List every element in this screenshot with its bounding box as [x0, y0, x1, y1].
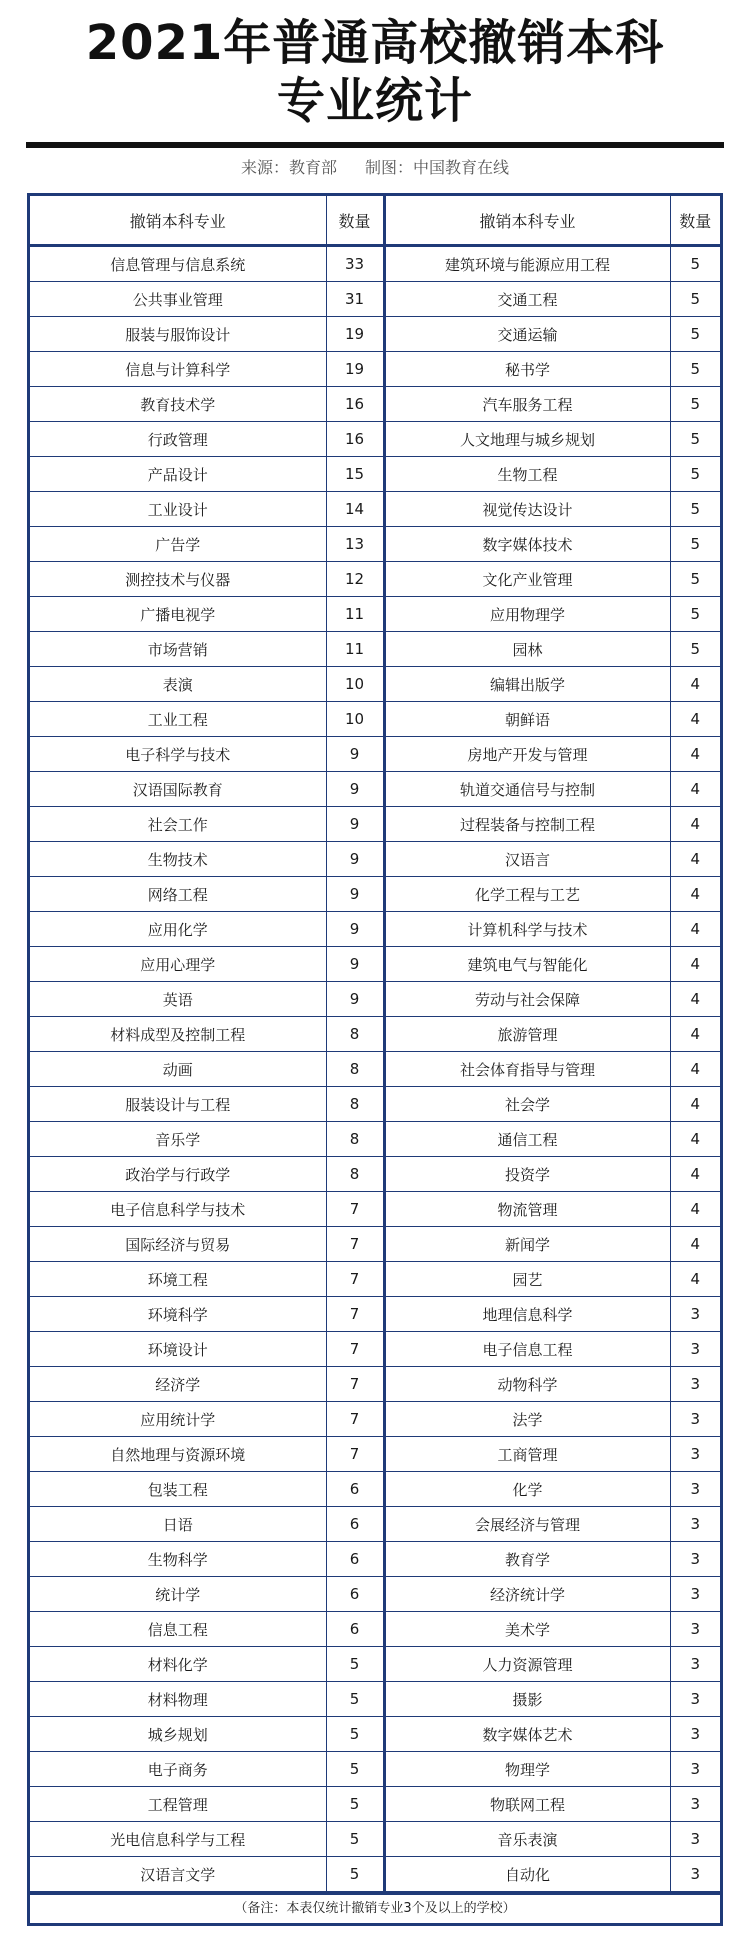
table-row: [30, 246, 720, 282]
cell-major-right: 劳动与社会保障: [384, 982, 670, 1017]
source-line: [0, 156, 750, 180]
cell-count-left: 9: [326, 772, 384, 807]
cell-count-right: 5: [670, 246, 720, 282]
cell-major-right: 通信工程: [384, 1122, 670, 1157]
cell-count-right: 4: [670, 877, 720, 912]
cell-count-left: 5: [326, 1752, 384, 1787]
cell-major-right: 电子信息工程: [384, 1332, 670, 1367]
cell-major-left: 汉语言文学: [30, 1857, 326, 1892]
table-row: [30, 1157, 720, 1192]
title-divider: [26, 142, 724, 148]
cell-major-right: 建筑环境与能源应用工程: [384, 246, 670, 282]
cell-count-right: 3: [670, 1577, 720, 1612]
cell-count-right: 5: [670, 422, 720, 457]
table-row: [30, 387, 720, 422]
cell-major-left: 经济学: [30, 1367, 326, 1402]
cell-count-left: 9: [326, 842, 384, 877]
cell-major-left: 服装设计与工程: [30, 1087, 326, 1122]
table-row: [30, 1332, 720, 1367]
cell-major-left: 广播电视学: [30, 597, 326, 632]
cell-major-left: 光电信息科学与工程: [30, 1822, 326, 1857]
table-row: [30, 1507, 720, 1542]
cell-count-right: 3: [670, 1367, 720, 1402]
cell-count-right: 4: [670, 1122, 720, 1157]
cell-major-left: 电子信息科学与技术: [30, 1192, 326, 1227]
cell-count-left: 33: [326, 246, 384, 282]
table-row: [30, 842, 720, 877]
cell-count-left: 11: [326, 597, 384, 632]
cell-count-right: 3: [670, 1822, 720, 1857]
cell-count-left: 9: [326, 912, 384, 947]
cell-major-right: 社会学: [384, 1087, 670, 1122]
cell-count-left: 6: [326, 1577, 384, 1612]
cell-count-right: 4: [670, 737, 720, 772]
table-row: [30, 492, 720, 527]
cell-count-left: 5: [326, 1682, 384, 1717]
cell-major-right: 计算机科学与技术: [384, 912, 670, 947]
cell-major-left: 行政管理: [30, 422, 326, 457]
cell-major-left: 电子商务: [30, 1752, 326, 1787]
cell-major-left: 表演: [30, 667, 326, 702]
cell-major-left: 汉语国际教育: [30, 772, 326, 807]
cell-count-left: 6: [326, 1472, 384, 1507]
cell-major-right: 交通运输: [384, 317, 670, 352]
cell-major-right: 数字媒体艺术: [384, 1717, 670, 1752]
cell-count-left: 13: [326, 527, 384, 562]
table-row: [30, 1857, 720, 1892]
table-row: [30, 1787, 720, 1822]
cell-major-right: 文化产业管理: [384, 562, 670, 597]
table-row: [30, 632, 720, 667]
cell-count-right: 4: [670, 1227, 720, 1262]
cell-count-left: 19: [326, 317, 384, 352]
cell-count-right: 3: [670, 1717, 720, 1752]
cell-major-left: 网络工程: [30, 877, 326, 912]
table-row: [30, 702, 720, 737]
cell-count-left: 12: [326, 562, 384, 597]
table-row: [30, 1052, 720, 1087]
cell-count-left: 9: [326, 807, 384, 842]
cell-major-left: 产品设计: [30, 457, 326, 492]
cell-count-left: 7: [326, 1227, 384, 1262]
cell-count-right: 4: [670, 1087, 720, 1122]
cell-count-left: 16: [326, 422, 384, 457]
cell-count-left: 8: [326, 1017, 384, 1052]
table-row: [30, 807, 720, 842]
cell-major-left: 国际经济与贸易: [30, 1227, 326, 1262]
header-major-right: 撤销本科专业: [384, 196, 670, 246]
cell-major-right: 生物工程: [384, 457, 670, 492]
cell-major-right: 自动化: [384, 1857, 670, 1892]
cell-major-left: 服装与服饰设计: [30, 317, 326, 352]
cell-count-right: 3: [670, 1472, 720, 1507]
cell-count-right: 5: [670, 527, 720, 562]
cell-count-left: 6: [326, 1542, 384, 1577]
page-title: [0, 14, 750, 130]
cell-major-left: 应用心理学: [30, 947, 326, 982]
table-row: [30, 1297, 720, 1332]
cell-major-right: 教育学: [384, 1542, 670, 1577]
cell-major-left: 社会工作: [30, 807, 326, 842]
cell-major-left: 音乐学: [30, 1122, 326, 1157]
cell-count-left: 7: [326, 1402, 384, 1437]
cell-major-right: 人文地理与城乡规划: [384, 422, 670, 457]
cell-major-right: 地理信息科学: [384, 1297, 670, 1332]
table-row: [30, 597, 720, 632]
cell-count-right: 3: [670, 1682, 720, 1717]
cell-count-right: 3: [670, 1787, 720, 1822]
table-row: [30, 1122, 720, 1157]
cell-count-right: 5: [670, 632, 720, 667]
table-row: [30, 527, 720, 562]
cell-major-right: 投资学: [384, 1157, 670, 1192]
cell-major-right: 交通工程: [384, 282, 670, 317]
cell-major-left: 工业工程: [30, 702, 326, 737]
cell-major-left: 应用化学: [30, 912, 326, 947]
cell-major-right: 园艺: [384, 1262, 670, 1297]
table-row: [30, 1577, 720, 1612]
cell-major-left: 公共事业管理: [30, 282, 326, 317]
cell-major-right: 房地产开发与管理: [384, 737, 670, 772]
cell-count-right: 4: [670, 912, 720, 947]
cell-major-right: 摄影: [384, 1682, 670, 1717]
cell-count-left: 19: [326, 352, 384, 387]
cell-count-left: 14: [326, 492, 384, 527]
table-row: [30, 912, 720, 947]
table-row: [30, 1367, 720, 1402]
cell-count-right: 4: [670, 702, 720, 737]
cell-major-left: 信息与计算科学: [30, 352, 326, 387]
cell-major-left: 包装工程: [30, 1472, 326, 1507]
cell-major-left: 工业设计: [30, 492, 326, 527]
cell-major-right: 工商管理: [384, 1437, 670, 1472]
cell-count-right: 4: [670, 982, 720, 1017]
table-row: [30, 1647, 720, 1682]
cell-count-right: 5: [670, 387, 720, 422]
table-row: [30, 1437, 720, 1472]
cell-count-right: 5: [670, 492, 720, 527]
cell-major-left: 信息工程: [30, 1612, 326, 1647]
table-row: [30, 422, 720, 457]
table-row: [30, 317, 720, 352]
cell-major-left: 环境设计: [30, 1332, 326, 1367]
cell-major-left: 英语: [30, 982, 326, 1017]
cell-count-right: 3: [670, 1752, 720, 1787]
cell-major-right: 物流管理: [384, 1192, 670, 1227]
cell-major-left: 生物科学: [30, 1542, 326, 1577]
cell-count-right: 3: [670, 1647, 720, 1682]
cell-count-right: 3: [670, 1332, 720, 1367]
cell-count-left: 7: [326, 1437, 384, 1472]
cell-count-left: 5: [326, 1647, 384, 1682]
cell-major-left: 材料成型及控制工程: [30, 1017, 326, 1052]
cell-count-right: 4: [670, 1052, 720, 1087]
cell-count-right: 4: [670, 1192, 720, 1227]
cell-major-right: 新闻学: [384, 1227, 670, 1262]
cell-major-right: 物理学: [384, 1752, 670, 1787]
cell-major-right: 美术学: [384, 1612, 670, 1647]
source-text: 来源：教育部: [240, 158, 337, 177]
cell-count-right: 4: [670, 842, 720, 877]
table-row: [30, 562, 720, 597]
cell-count-right: 5: [670, 597, 720, 632]
table-row: [30, 1682, 720, 1717]
cell-major-right: 轨道交通信号与控制: [384, 772, 670, 807]
cell-count-left: 10: [326, 667, 384, 702]
cell-major-left: 市场营销: [30, 632, 326, 667]
cell-count-left: 5: [326, 1857, 384, 1892]
table-row: [30, 1262, 720, 1297]
table-row: [30, 1612, 720, 1647]
cell-major-left: 教育技术学: [30, 387, 326, 422]
cell-count-left: 6: [326, 1612, 384, 1647]
cell-major-right: 应用物理学: [384, 597, 670, 632]
cell-major-right: 音乐表演: [384, 1822, 670, 1857]
footnote: （备注：本表仅统计撤销专业3个及以上的学校）: [30, 1892, 720, 1923]
table-row: [30, 352, 720, 387]
title-line-1: 2021年普通高校撤销本科: [85, 15, 665, 71]
cell-count-left: 8: [326, 1157, 384, 1192]
table-row: [30, 737, 720, 772]
table-row: [30, 1542, 720, 1577]
cell-major-right: 化学: [384, 1472, 670, 1507]
table-row: [30, 457, 720, 492]
cell-count-right: 4: [670, 807, 720, 842]
table-row: [30, 1752, 720, 1787]
cell-count-right: 5: [670, 317, 720, 352]
table-row: [30, 1192, 720, 1227]
cell-count-left: 7: [326, 1192, 384, 1227]
cell-count-left: 31: [326, 282, 384, 317]
cell-count-left: 5: [326, 1717, 384, 1752]
cell-major-left: 环境工程: [30, 1262, 326, 1297]
cell-count-left: 8: [326, 1122, 384, 1157]
cell-count-right: 4: [670, 1157, 720, 1192]
statistics-table: [27, 193, 723, 1926]
cell-major-left: 广告学: [30, 527, 326, 562]
cell-count-left: 7: [326, 1367, 384, 1402]
cell-count-right: 5: [670, 562, 720, 597]
cell-count-left: 8: [326, 1052, 384, 1087]
cell-major-right: 化学工程与工艺: [384, 877, 670, 912]
cell-major-left: 应用统计学: [30, 1402, 326, 1437]
table-row: [30, 1227, 720, 1262]
cell-count-right: 3: [670, 1612, 720, 1647]
cell-count-left: 8: [326, 1087, 384, 1122]
table-row: [30, 1717, 720, 1752]
cell-major-left: 城乡规划: [30, 1717, 326, 1752]
cell-count-left: 9: [326, 737, 384, 772]
cell-count-left: 15: [326, 457, 384, 492]
cell-count-left: 16: [326, 387, 384, 422]
cell-count-right: 3: [670, 1402, 720, 1437]
table-row: [30, 1402, 720, 1437]
cell-count-left: 9: [326, 982, 384, 1017]
cell-major-right: 汽车服务工程: [384, 387, 670, 422]
table-row: [30, 282, 720, 317]
cell-major-left: 生物技术: [30, 842, 326, 877]
header-count-left: 数量: [326, 196, 384, 246]
cell-major-right: 编辑出版学: [384, 667, 670, 702]
cell-count-left: 10: [326, 702, 384, 737]
cell-count-left: 6: [326, 1507, 384, 1542]
cell-major-right: 朝鲜语: [384, 702, 670, 737]
table-row: [30, 982, 720, 1017]
cell-major-right: 法学: [384, 1402, 670, 1437]
table-row: [30, 947, 720, 982]
cell-count-right: 4: [670, 1262, 720, 1297]
table-row: [30, 1822, 720, 1857]
table-header-row: [30, 196, 720, 246]
cell-count-right: 4: [670, 1017, 720, 1052]
cell-count-right: 4: [670, 947, 720, 982]
cell-major-left: 统计学: [30, 1577, 326, 1612]
cell-count-right: 4: [670, 772, 720, 807]
cell-count-left: 11: [326, 632, 384, 667]
title-line-2: 专业统计: [276, 73, 473, 129]
cell-count-right: 3: [670, 1542, 720, 1577]
cell-major-right: 园林: [384, 632, 670, 667]
cell-count-right: 3: [670, 1507, 720, 1542]
cell-count-left: 5: [326, 1822, 384, 1857]
cell-major-right: 视觉传达设计: [384, 492, 670, 527]
cell-major-left: 测控技术与仪器: [30, 562, 326, 597]
table-row: [30, 1087, 720, 1122]
made-by-text: 制图：中国教育在线: [365, 158, 510, 177]
cell-count-left: 7: [326, 1262, 384, 1297]
cell-major-right: 秘书学: [384, 352, 670, 387]
cell-count-left: 5: [326, 1787, 384, 1822]
cell-major-right: 过程装备与控制工程: [384, 807, 670, 842]
cell-major-right: 数字媒体技术: [384, 527, 670, 562]
cell-major-left: 电子科学与技术: [30, 737, 326, 772]
cell-count-right: 3: [670, 1437, 720, 1472]
cell-count-right: 5: [670, 457, 720, 492]
table-row: [30, 772, 720, 807]
cell-major-left: 材料化学: [30, 1647, 326, 1682]
cell-count-left: 7: [326, 1297, 384, 1332]
cell-major-right: 人力资源管理: [384, 1647, 670, 1682]
cell-count-right: 5: [670, 352, 720, 387]
cell-count-left: 9: [326, 877, 384, 912]
cell-major-left: 环境科学: [30, 1297, 326, 1332]
table-row: [30, 1017, 720, 1052]
header-count-right: 数量: [670, 196, 720, 246]
cell-major-right: 汉语言: [384, 842, 670, 877]
cell-count-right: 4: [670, 667, 720, 702]
table-body: [30, 246, 720, 1892]
cell-count-right: 3: [670, 1857, 720, 1892]
cell-major-right: 社会体育指导与管理: [384, 1052, 670, 1087]
cell-major-left: 信息管理与信息系统: [30, 246, 326, 282]
cell-count-right: 5: [670, 282, 720, 317]
table-row: [30, 877, 720, 912]
cell-major-right: 旅游管理: [384, 1017, 670, 1052]
header-major-left: 撤销本科专业: [30, 196, 326, 246]
cell-major-right: 会展经济与管理: [384, 1507, 670, 1542]
cell-major-left: 工程管理: [30, 1787, 326, 1822]
cell-count-right: 3: [670, 1297, 720, 1332]
cell-major-left: 日语: [30, 1507, 326, 1542]
cell-major-left: 自然地理与资源环境: [30, 1437, 326, 1472]
cell-major-left: 政治学与行政学: [30, 1157, 326, 1192]
cell-major-right: 动物科学: [384, 1367, 670, 1402]
table-row: [30, 667, 720, 702]
cell-major-left: 动画: [30, 1052, 326, 1087]
cell-major-right: 建筑电气与智能化: [384, 947, 670, 982]
cell-major-right: 物联网工程: [384, 1787, 670, 1822]
cell-major-right: 经济统计学: [384, 1577, 670, 1612]
table-row: [30, 1472, 720, 1507]
cell-major-left: 材料物理: [30, 1682, 326, 1717]
cell-count-left: 9: [326, 947, 384, 982]
cell-count-left: 7: [326, 1332, 384, 1367]
